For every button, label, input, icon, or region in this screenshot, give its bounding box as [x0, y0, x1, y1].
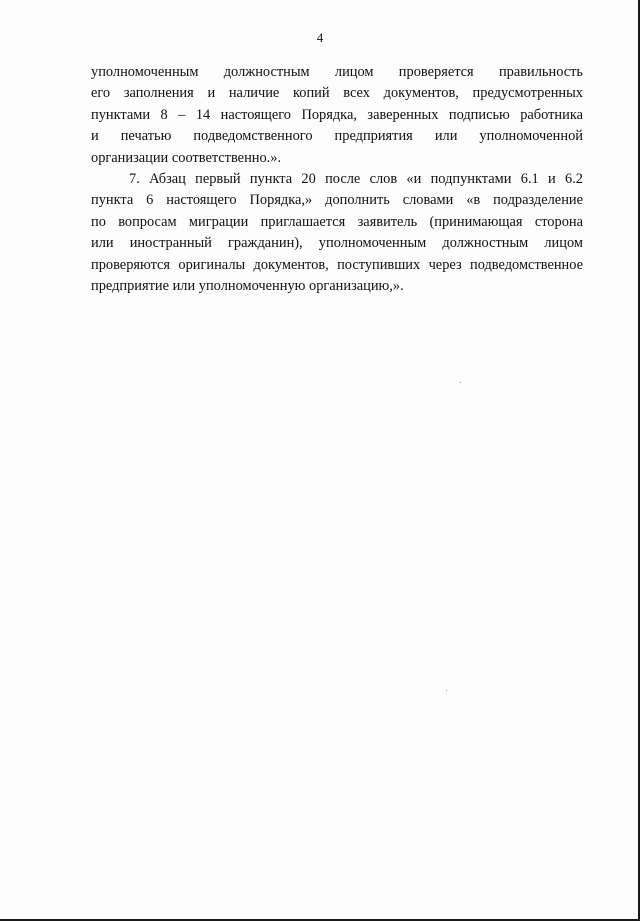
- text-line: и печатью подведомственного предприятия или уполномоченной: [91, 128, 583, 145]
- paragraph-item-7: [91, 169, 583, 297]
- text-line: пункта 6 настоящего Порядка,» дополнить словами «в подразделение: [91, 192, 583, 209]
- text-line: его заполнения и наличие копий всех документов, предусмотренных: [91, 85, 583, 102]
- text-line: проверяются оригиналы документов, поступивших через подведомственное: [91, 256, 583, 273]
- text-line: уполномоченным должностным лицом проверяется правильность: [91, 64, 583, 80]
- paragraph-continuation: [91, 62, 583, 169]
- page-number: 4: [316, 30, 324, 45]
- scan-speck: [460, 382, 461, 383]
- scan-speck: [446, 690, 447, 691]
- text-line: пунктами 8 – 14 настоящего Порядка, заверенных подписью работника: [91, 106, 583, 123]
- text-line: организации соответственно.».: [91, 149, 282, 166]
- text-line: или иностранный гражданин), уполномоченным должностным лицом: [91, 235, 583, 252]
- text-line: 7. Абзац первый пункта 20 после слов «и подпунктами 6.1 и 6.2: [129, 171, 583, 188]
- document-body: [91, 62, 583, 297]
- text-line: по вопросам миграции приглашается заявитель (принимающая сторона: [91, 213, 583, 230]
- text-line: предприятие или уполномоченную организацию,».: [91, 278, 404, 295]
